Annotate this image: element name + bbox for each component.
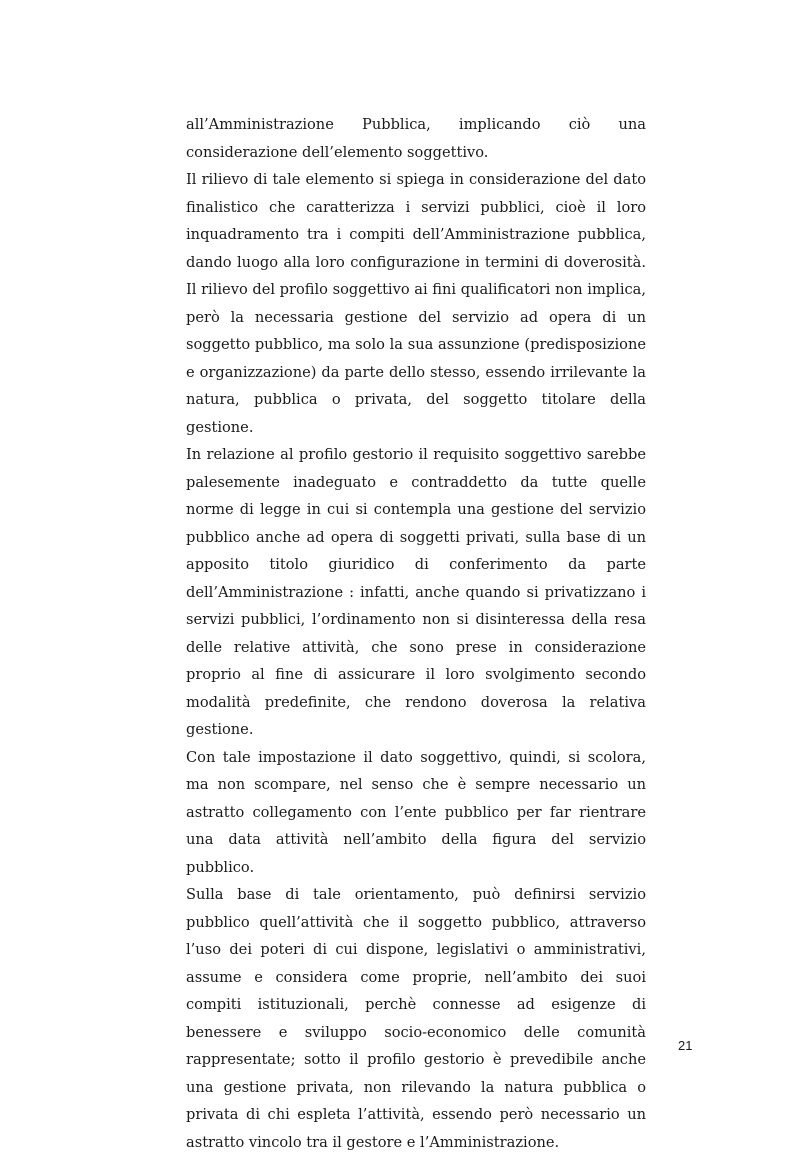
page-number: 21 — [678, 1038, 693, 1053]
paragraph-5: Sulla base di tale orientamento, può definirsi servizio pubblico quell’attività che il soggetto pubblico, attraverso l’uso dei poteri di cui dispone, legislativi o amministrativi, assume e considera come proprie, nell’ambito dei suoi compiti istituzionali, perchè connesse ad esigenze di benessere e sviluppo socio-economico delle comunità rappresentate; sotto il profilo gestorio è prevedibile anche una gestione privata, non rilevando la natura pubblica o privata di chi espleta l’attività, essendo però necessario un astratto vincolo tra il gestore e l’Amministrazione. — [186, 886, 646, 1151]
paragraph-4: Con tale impostazione il dato soggettivo, quindi, si scolora, ma non scompare, nel senso che è sempre necessario un astratto collegamento con l’ente pubblico per far rientrare una data attività nell’ambito della figura del servizio pubblico. — [186, 748, 646, 876]
paragraph-1: all’Amministrazione Pubblica, implicando ciò una considerazione dell’elemento soggettivo. — [186, 116, 646, 161]
body-text — [186, 111, 646, 1156]
paragraph-2: Il rilievo di tale elemento si spiega in considerazione del dato finalistico che caratterizza i servizi pubblici, cioè il loro inquadramento tra i compiti dell’Amministrazione pubblica, dando luogo alla loro configurazione in termini di doverosità. Il rilievo del profilo soggettivo ai fini qualificatori non implica, però la necessaria gestione del servizio ad opera di un soggetto pubblico, ma solo la sua assunzione (predisposizione e organizzazione) da parte dello stesso, essendo irrilevante la natura, pubblica o privata, del soggetto titolare della gestione. — [186, 171, 646, 436]
paragraph-3: In relazione al profilo gestorio il requisito soggettivo sarebbe palesemente inadeguato e contraddetto da tutte quelle norme di legge in cui si contempla una gestione del servizio pubblico anche ad opera di soggetti privati, sulla base di un apposito titolo giuridico di conferimento da parte dell’Amministrazione : infatti, anche quando si privatizzano i servizi pubblici, l’ordinamento non si disinteressa della resa delle relative attività, che sono prese in considerazione proprio al fine di assicurare il loro svolgimento secondo modalità predefinite, che rendono doverosa la relativa gestione. — [186, 446, 646, 738]
